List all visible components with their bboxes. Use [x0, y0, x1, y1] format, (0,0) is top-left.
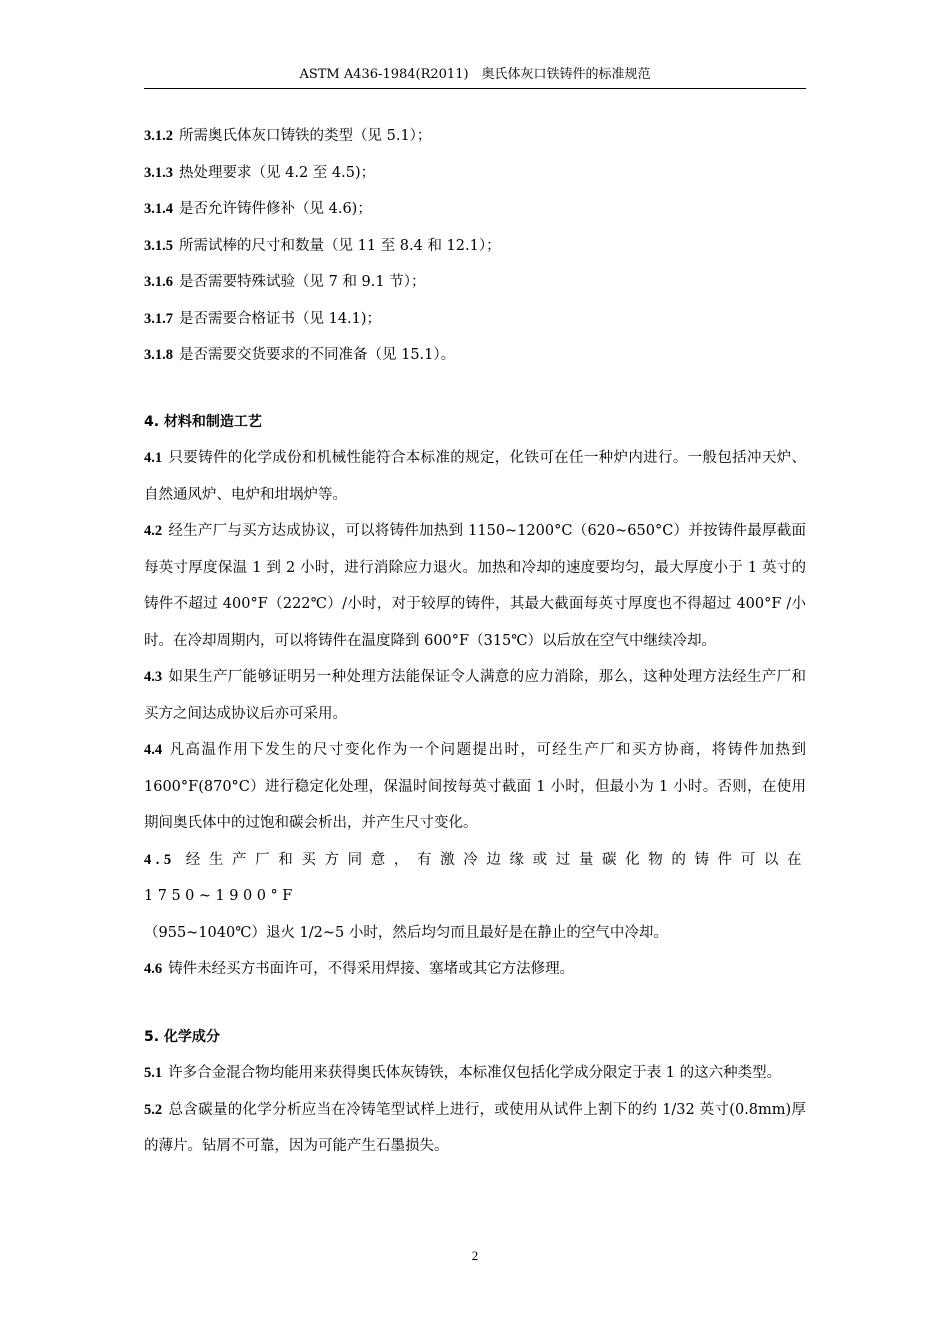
clause-text: 总含碳量的化学分析应当在冷铸笔型试样上进行，或使用从试件上割下的约 1/32 英寸(0.8mm)厚的薄片。钻屑不可靠，因为可能产生石墨损失。	[144, 1101, 806, 1154]
clause-number: 4.4	[144, 742, 163, 758]
clause-3-1-6	[144, 264, 806, 301]
clause-3-1-2	[144, 118, 806, 155]
clause-number: 4.1	[144, 450, 163, 466]
document-body	[144, 118, 806, 1165]
clause-4-4	[144, 732, 806, 842]
clause-text: 如果生产厂能够证明另一种处理方法能保证令人满意的应力消除，那么，这种处理方法经生产厂和买方之间达成协议后亦可采用。	[144, 669, 806, 722]
clause-4-6	[144, 951, 806, 988]
clause-number: 4.5	[144, 851, 176, 868]
section-spacer	[144, 374, 806, 404]
clause-number: 3.1.6	[144, 274, 173, 290]
page-number: 2	[471, 1248, 479, 1263]
clause-number: 4.3	[144, 669, 163, 685]
running-header: ASTM A436-1984(R2011) 奥氏体灰口铁铸件的标准规范	[299, 67, 651, 82]
clause-3-1-7	[144, 301, 806, 338]
section-5-heading: 5. 化学成分	[144, 1028, 220, 1045]
clause-number: 3.1.2	[144, 128, 173, 144]
clause-4-5	[144, 842, 806, 915]
clause-text: 凡高温作用下发生的尺寸变化作为一个问题提出时，可经生产厂和买方协商，将铸件加热到 1600°F(870°C）进行稳定化处理，保温时间按每英寸截面 1 小时，但最小为 1 小时。否则，在使用期间奥氏体中的过饱和碳会析出，并产生尺寸变化。	[144, 742, 806, 831]
clause-text: 热处理要求（见 4.2 至 4.5)；	[179, 164, 376, 181]
section-spacer	[144, 988, 806, 1019]
clause-text: 是否需要特殊试验（见 7 和 9.1 节）；	[179, 274, 426, 290]
clause-3-1-4	[144, 191, 806, 228]
clause-3-1-8	[144, 337, 806, 374]
clause-text: 只要铸件的化学成份和机械性能符合本标准的规定，化铁可在任一种炉内进行。一般包括冲天炉、自然通风炉、电炉和坩埚炉等。	[144, 450, 806, 503]
header-divider	[144, 88, 806, 89]
clause-4-5-continued	[144, 915, 806, 952]
clause-text: 许多合金混合物均能用来获得奥氏体灰铸铁，本标准仅包括化学成分限定于表 1 的这六种类型。	[168, 1065, 782, 1081]
clause-4-2	[144, 513, 806, 659]
clause-4-3	[144, 659, 806, 732]
clause-text: 铸件未经买方书面许可，不得采用焊接、塞堵或其它方法修理。	[168, 961, 575, 977]
section-4-heading: 4. 材料和制造工艺	[144, 413, 262, 430]
clause-text: 所需奥氏体灰口铸铁的类型（见 5.1）；	[179, 128, 432, 144]
clause-number: 5.1	[144, 1065, 163, 1081]
clause-text: （955~1040℃）退火 1/2~5 小时，然后均匀而且最好是在静止的空气中冷却。	[144, 924, 668, 941]
clause-number: 4.6	[144, 961, 163, 977]
clause-text: 经生产厂和买方同意，有激冷边缘或过量碳化物的铸件可以在 1750~1900°F	[144, 851, 806, 904]
clause-4-1	[144, 440, 806, 513]
clause-text: 是否需要交货要求的不同准备（见 15.1）。	[179, 347, 456, 363]
clause-text: 所需试棒的尺寸和数量（见 11 至 8.4 和 12.1）；	[179, 237, 501, 254]
clause-number: 3.1.5	[144, 237, 173, 254]
clause-number: 3.1.3	[144, 164, 173, 181]
clause-3-1-5	[144, 228, 806, 265]
clause-5-1	[144, 1055, 806, 1092]
clause-number: 5.2	[144, 1101, 163, 1118]
clause-number: 4.2	[144, 523, 163, 539]
clause-5-2	[144, 1092, 806, 1165]
clause-number: 3.1.8	[144, 347, 173, 363]
clause-text: 是否需要合格证书（见 14.1)；	[179, 310, 382, 327]
clause-3-1-3	[144, 155, 806, 192]
clause-text: 经生产厂与买方达成协议，可以将铸件加热到 1150~1200°C（620~650°C）并按铸件最厚截面每英寸厚度保温 1 到 2 小时，进行消除应力退火。加热和冷却的速度要均匀，最大厚度小于 1 英寸的铸件不超过 400°F（222℃）/小时，对于较厚的铸件，其最大截面每英寸厚度也不得超过 400°F /小时。在冷却周期内，可以将铸件在温度降到 600°F（315℃）以后放在空气中继续冷却。	[144, 523, 806, 649]
clause-number: 3.1.4	[144, 201, 173, 217]
clause-number: 3.1.7	[144, 310, 173, 327]
clause-text: 是否允许铸件修补（见 4.6)；	[179, 201, 372, 217]
